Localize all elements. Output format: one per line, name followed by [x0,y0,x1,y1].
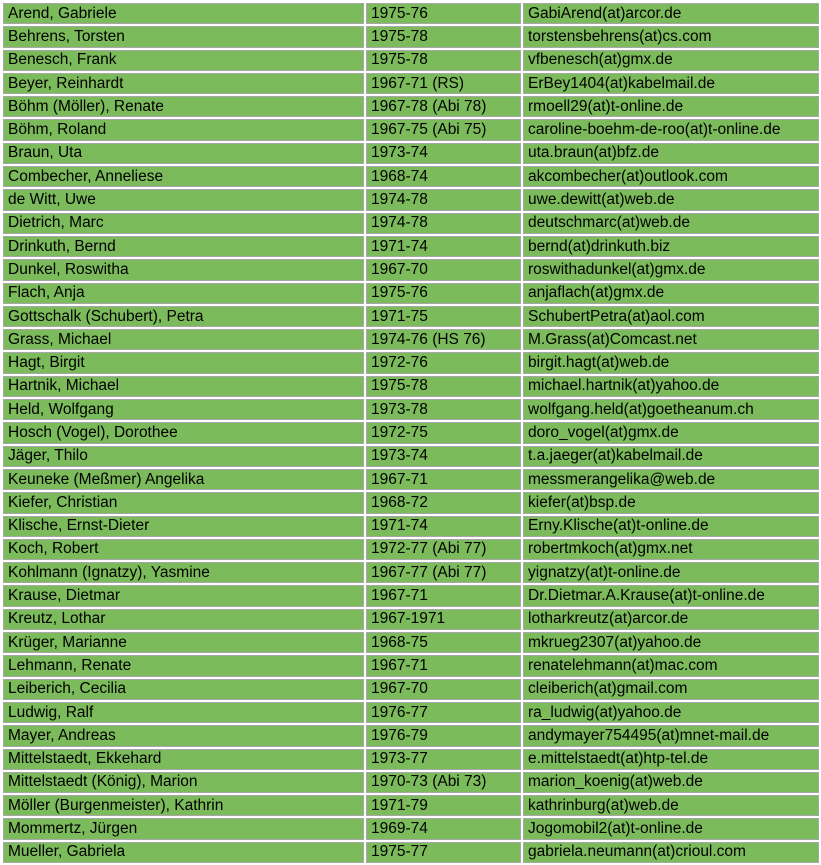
name-cell: Braun, Uta [3,143,364,164]
table-row [3,96,819,117]
table-row [3,352,819,373]
years-cell: 1975-76 [366,283,521,304]
years-cell: 1974-76 (HS 76) [366,329,521,350]
email-cell: Jogomobil2(at)t-online.de [523,818,819,839]
name-cell: Krüger, Marianne [3,632,364,653]
email-cell: kathrinburg(at)web.de [523,795,819,816]
email-cell: ErBey1404(at)kabelmail.de [523,73,819,94]
name-cell: Flach, Anja [3,283,364,304]
table-row [3,795,819,816]
table-row [3,516,819,537]
table-row [3,50,819,71]
name-cell: Kiefer, Christian [3,492,364,513]
table-row [3,166,819,187]
years-cell: 1973-74 [366,143,521,164]
email-cell: M.Grass(at)Comcast.net [523,329,819,350]
table-row [3,189,819,210]
years-cell: 1972-75 [366,422,521,443]
name-cell: Hagt, Birgit [3,352,364,373]
email-cell: vfbenesch(at)gmx.de [523,50,819,71]
name-cell: Gottschalk (Schubert), Petra [3,306,364,327]
years-cell: 1975-78 [366,26,521,47]
name-cell: Kreutz, Lothar [3,609,364,630]
email-cell: gabriela.neumann(at)crioul.com [523,842,819,863]
email-cell: uwe.dewitt(at)web.de [523,189,819,210]
years-cell: 1968-75 [366,632,521,653]
table-row [3,26,819,47]
table-row [3,213,819,234]
table-row [3,679,819,700]
name-cell: Mayer, Andreas [3,725,364,746]
table-row [3,119,819,140]
years-cell: 1967-75 (Abi 75) [366,119,521,140]
name-cell: Arend, Gabriele [3,3,364,24]
email-cell: yignatzy(at)t-online.de [523,562,819,583]
years-cell: 1972-76 [366,352,521,373]
email-cell: marion_koenig(at)web.de [523,772,819,793]
email-cell: andymayer754495(at)mnet-mail.de [523,725,819,746]
name-cell: Lehmann, Renate [3,655,364,676]
email-cell: akcombecher(at)outlook.com [523,166,819,187]
name-cell: Keuneke (Meßmer) Angelika [3,469,364,490]
table-row [3,422,819,443]
email-cell: anjaflach(at)gmx.de [523,283,819,304]
email-cell: deutschmarc(at)web.de [523,213,819,234]
years-cell: 1973-74 [366,446,521,467]
table-row [3,539,819,560]
years-cell: 1974-78 [366,213,521,234]
name-cell: Krause, Dietmar [3,585,364,606]
name-cell: Leiberich, Cecilia [3,679,364,700]
years-cell: 1967-78 (Abi 78) [366,96,521,117]
years-cell: 1970-73 (Abi 73) [366,772,521,793]
name-cell: Böhm, Roland [3,119,364,140]
alumni-contact-table [1,1,821,865]
name-cell: Klische, Ernst-Dieter [3,516,364,537]
name-cell: Combecher, Anneliese [3,166,364,187]
table-row [3,842,819,863]
years-cell: 1971-75 [366,306,521,327]
years-cell: 1967-70 [366,259,521,280]
email-cell: SchubertPetra(at)aol.com [523,306,819,327]
email-cell: caroline-boehm-de-roo(at)t-online.de [523,119,819,140]
years-cell: 1967-71 [366,585,521,606]
table-row [3,73,819,94]
table-row [3,492,819,513]
email-cell: kiefer(at)bsp.de [523,492,819,513]
name-cell: Mittelstaedt (König), Marion [3,772,364,793]
email-cell: uta.braun(at)bfz.de [523,143,819,164]
years-cell: 1976-79 [366,725,521,746]
name-cell: Mueller, Gabriela [3,842,364,863]
email-cell: t.a.jaeger(at)kabelmail.de [523,446,819,467]
table-row [3,702,819,723]
email-cell: roswithadunkel(at)gmx.de [523,259,819,280]
name-cell: Möller (Burgenmeister), Kathrin [3,795,364,816]
table-row [3,585,819,606]
email-cell: rmoell29(at)t-online.de [523,96,819,117]
email-cell: ra_ludwig(at)yahoo.de [523,702,819,723]
years-cell: 1971-74 [366,516,521,537]
years-cell: 1967-1971 [366,609,521,630]
name-cell: Kohlmann (Ignatzy), Yasmine [3,562,364,583]
years-cell: 1973-78 [366,399,521,420]
email-cell: Erny.Klische(at)t-online.de [523,516,819,537]
email-cell: cleiberich(at)gmail.com [523,679,819,700]
years-cell: 1967-71 [366,469,521,490]
years-cell: 1967-71 [366,655,521,676]
email-cell: mkrueg2307(at)yahoo.de [523,632,819,653]
name-cell: Grass, Michael [3,329,364,350]
table-row [3,725,819,746]
name-cell: Held, Wolfgang [3,399,364,420]
name-cell: Koch, Robert [3,539,364,560]
email-cell: birgit.hagt(at)web.de [523,352,819,373]
email-cell: doro_vogel(at)gmx.de [523,422,819,443]
name-cell: Mommertz, Jürgen [3,818,364,839]
email-cell: lotharkreutz(at)arcor.de [523,609,819,630]
table-row [3,329,819,350]
email-cell: messmerangelika@web.de [523,469,819,490]
table-row [3,562,819,583]
email-cell: bernd(at)drinkuth.biz [523,236,819,257]
years-cell: 1967-71 (RS) [366,73,521,94]
name-cell: Mittelstaedt, Ekkehard [3,749,364,770]
table-row [3,306,819,327]
table-row [3,283,819,304]
years-cell: 1968-74 [366,166,521,187]
name-cell: Hartnik, Michael [3,376,364,397]
years-cell: 1975-78 [366,376,521,397]
table-row [3,399,819,420]
table-row [3,772,819,793]
years-cell: 1971-79 [366,795,521,816]
years-cell: 1969-74 [366,818,521,839]
table-row [3,236,819,257]
name-cell: de Witt, Uwe [3,189,364,210]
table-row [3,632,819,653]
name-cell: Böhm (Möller), Renate [3,96,364,117]
name-cell: Benesch, Frank [3,50,364,71]
email-cell: torstensbehrens(at)cs.com [523,26,819,47]
table-row [3,469,819,490]
name-cell: Dunkel, Roswitha [3,259,364,280]
name-cell: Ludwig, Ralf [3,702,364,723]
email-cell: renatelehmann(at)mac.com [523,655,819,676]
name-cell: Dietrich, Marc [3,213,364,234]
years-cell: 1975-77 [366,842,521,863]
email-cell: e.mittelstaedt(at)htp-tel.de [523,749,819,770]
years-cell: 1976-77 [366,702,521,723]
years-cell: 1974-78 [366,189,521,210]
table-row [3,749,819,770]
table-row [3,259,819,280]
email-cell: michael.hartnik(at)yahoo.de [523,376,819,397]
table-row [3,446,819,467]
table-row [3,609,819,630]
years-cell: 1975-78 [366,50,521,71]
name-cell: Jäger, Thilo [3,446,364,467]
years-cell: 1972-77 (Abi 77) [366,539,521,560]
table-row [3,143,819,164]
years-cell: 1968-72 [366,492,521,513]
table-row [3,376,819,397]
years-cell: 1973-77 [366,749,521,770]
table-row [3,818,819,839]
years-cell: 1971-74 [366,236,521,257]
email-cell: Dr.Dietmar.A.Krause(at)t-online.de [523,585,819,606]
email-cell: wolfgang.held(at)goetheanum.ch [523,399,819,420]
name-cell: Beyer, Reinhardt [3,73,364,94]
email-cell: robertmkoch(at)gmx.net [523,539,819,560]
table-row [3,3,819,24]
alumni-table-body [3,3,819,863]
name-cell: Hosch (Vogel), Dorothee [3,422,364,443]
years-cell: 1967-70 [366,679,521,700]
email-cell: GabiArend(at)arcor.de [523,3,819,24]
name-cell: Behrens, Torsten [3,26,364,47]
name-cell: Drinkuth, Bernd [3,236,364,257]
table-row [3,655,819,676]
years-cell: 1975-76 [366,3,521,24]
years-cell: 1967-77 (Abi 77) [366,562,521,583]
